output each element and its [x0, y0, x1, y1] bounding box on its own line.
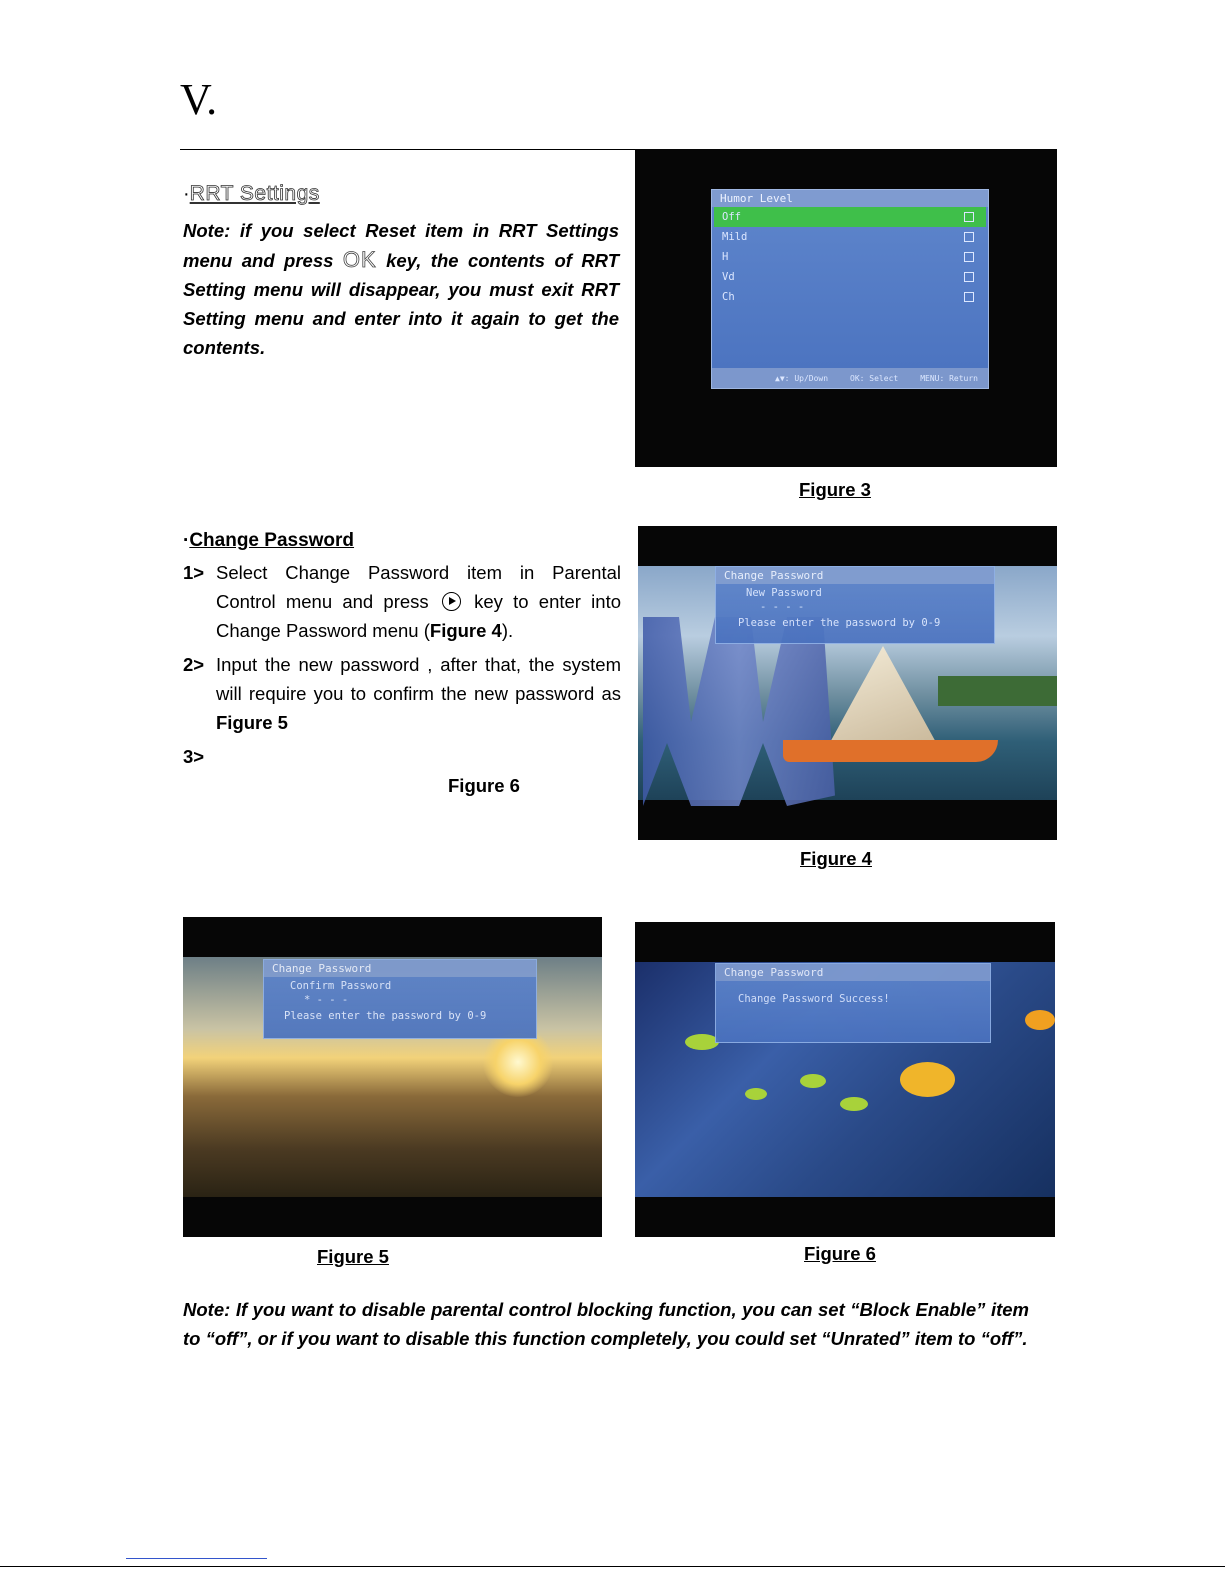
figure5-osd-hint: Please enter the password by 0-9	[284, 1010, 487, 1022]
rrt-note-suffix: key, the contents of RRT Setting menu will disappear, you must exit RRT Setting menu and enter into it again to get the contents.	[183, 250, 620, 358]
step-1-figure-ref: Figure 4	[429, 620, 502, 641]
chapter-heading: V.	[180, 75, 218, 124]
figure3-footer-updown: ▲▼: Up/Down	[775, 373, 829, 383]
figure4-osd-hint: Please enter the password by 0-9	[738, 617, 941, 629]
step-1-text-b: key to enter into Change Password menu (	[216, 591, 621, 641]
figure3-image	[635, 149, 1057, 467]
figure3-menu-item-label: Off	[722, 211, 741, 223]
figure3-menu-item-label: Mild	[722, 231, 748, 243]
figure5-caption: Figure 5	[317, 1246, 389, 1267]
figure3-menu-item-label: Vd	[722, 271, 735, 283]
figure4-boat	[783, 740, 998, 762]
figure3-menu-item	[714, 227, 986, 247]
figure3-menu-footer	[712, 368, 988, 388]
figure3-menu	[711, 189, 989, 389]
step-3-number: 3>	[183, 746, 205, 767]
figure6-fish	[685, 1034, 719, 1050]
figure5-image	[183, 917, 602, 1237]
figure4-osd-dialog	[715, 566, 995, 644]
figure6-osd-dialog	[715, 963, 991, 1043]
step-1-text-c: ).	[501, 620, 514, 641]
figure6-fish	[1025, 1010, 1055, 1030]
figure4-image	[638, 526, 1057, 840]
rrt-title: ·RRT Settings	[183, 182, 320, 205]
footer-rule	[0, 1566, 1225, 1567]
figure3-footer-select: OK: Select	[850, 373, 899, 383]
figure3-menu-item-label: Ch	[722, 291, 735, 303]
figure3-menu-item	[714, 267, 986, 287]
checkbox-icon	[964, 292, 974, 302]
figure3-menu-item	[714, 207, 986, 227]
step-1	[183, 558, 621, 645]
figure6-fish	[745, 1088, 767, 1100]
figure3-menu-item	[714, 247, 986, 267]
step-3-figure-ref: Figure 6	[448, 775, 520, 796]
change-password-title-text: Change Password	[189, 530, 355, 551]
figure6-osd-title: Change Password	[716, 964, 990, 981]
figure4-osd-dashes: - - - -	[760, 601, 805, 613]
figure4-osd-title: Change Password	[716, 567, 994, 584]
figure3-footer-return: MENU: Return	[920, 373, 978, 383]
figure6-fish-large	[900, 1062, 955, 1097]
figure3-menu-title: Humor Level	[712, 190, 988, 207]
figure6-caption: Figure 6	[804, 1243, 876, 1264]
ok-key-icon: OK	[342, 247, 377, 272]
step-2	[183, 650, 621, 737]
figure6-fish	[840, 1097, 868, 1111]
rrt-title-text: RRT Settings	[189, 182, 320, 205]
checkbox-icon	[964, 212, 974, 222]
checkbox-icon	[964, 232, 974, 242]
figure6-osd-message: Change Password Success!	[738, 993, 890, 1005]
step-2-number: 2>	[183, 654, 205, 675]
header-rule	[180, 149, 638, 150]
step-1-number: 1>	[183, 562, 205, 583]
figure3-menu-items	[712, 207, 988, 307]
step-2-text: Input the new password , after that, the system will require you to confirm the new password as	[216, 654, 621, 704]
checkbox-icon	[964, 252, 974, 262]
step-1-text-a: Select Change Password item in Parental Control menu and press	[216, 562, 621, 612]
figure3-caption: Figure 3	[799, 479, 871, 500]
figure5-osd-label: Confirm Password	[290, 980, 392, 992]
play-key-icon	[442, 592, 461, 611]
figure5-osd-dashes: * - - -	[304, 994, 349, 1006]
figure5-osd-dialog	[263, 959, 537, 1039]
rrt-section	[183, 182, 619, 362]
figure3-menu-item-label: H	[722, 251, 729, 263]
figure6-fish	[800, 1074, 826, 1088]
figure6-image	[635, 922, 1055, 1237]
step-2-figure-ref: Figure 5	[216, 712, 288, 733]
footer-link-underline	[126, 1558, 267, 1559]
checkbox-icon	[964, 272, 974, 282]
rrt-note	[183, 216, 619, 362]
figure4-shore	[938, 676, 1057, 706]
change-password-section	[183, 530, 621, 805]
step-3	[183, 742, 621, 800]
figure4-osd-label: New Password	[746, 587, 822, 599]
bottom-note: Note: If you want to disable parental control blocking function, you can set “Block Enable” item to “off”, or if you want to disable this function completely, you could set “Unrated” item to “off”.	[183, 1299, 1029, 1349]
figure4-caption: Figure 4	[800, 848, 872, 869]
figure3-menu-item	[714, 287, 986, 307]
rrt-note-prefix: Note: if you select Reset item in RRT Settings menu and press	[183, 220, 619, 271]
figure5-osd-title: Change Password	[264, 960, 536, 977]
change-password-title: ·Change Password	[183, 530, 355, 551]
